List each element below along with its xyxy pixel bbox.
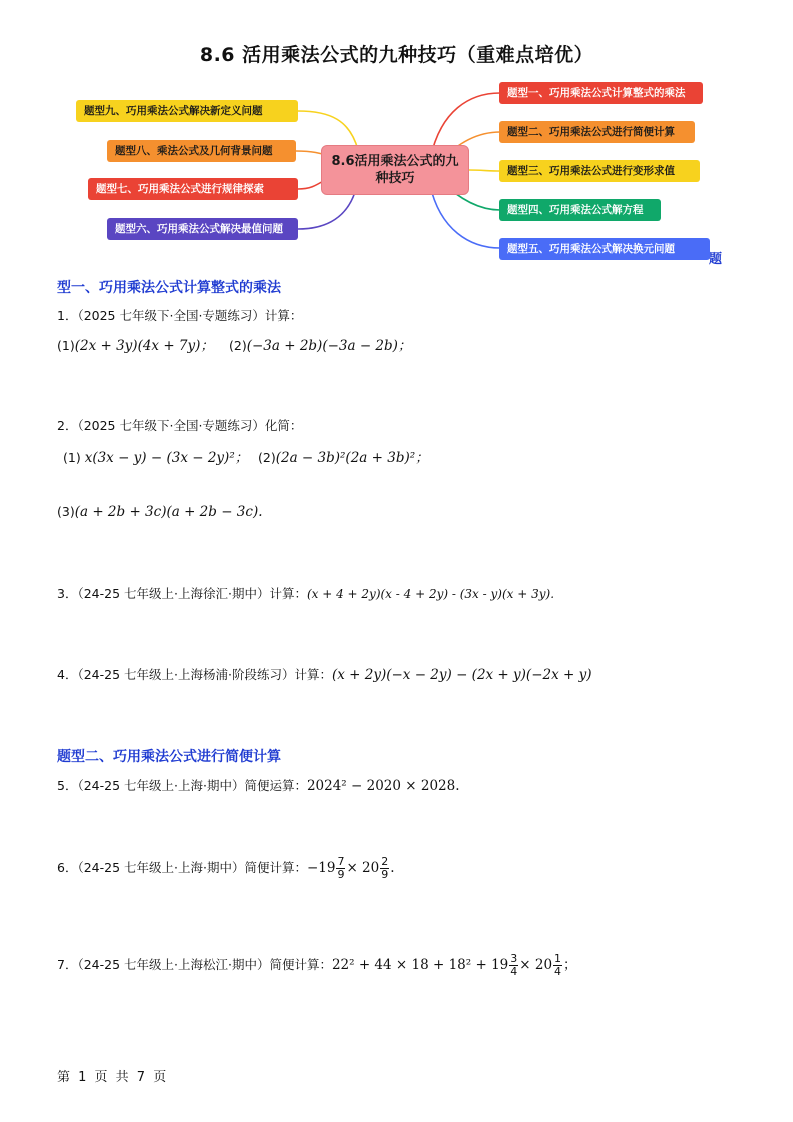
problem-2c-expr: (a + 2b + 3c)(a + 2b − 3c). — [74, 504, 263, 520]
problem-1a-label: (1) — [57, 338, 75, 353]
section-title-2: 题型二、巧用乘法公式进行简便计算 — [57, 749, 281, 765]
problem-7-expr-c: ； — [563, 957, 577, 973]
problem-7-expr-a: 22² + 44 × 18 + 18² + 19 — [331, 957, 509, 973]
fraction-denominator: 9 — [381, 868, 389, 881]
mindmap-overflow-text: 题 — [709, 252, 723, 267]
mindmap-node-type5: 题型五、巧用乘法公式解决换元问题 — [499, 238, 710, 260]
connector-right-3 — [469, 170, 500, 171]
mindmap-node-type1: 题型一、巧用乘法公式计算整式的乘法 — [499, 82, 703, 104]
problem-2a-expr: x(3x − y) − (3x − 2y)²； — [84, 450, 249, 466]
problem-7-fraction-2 — [553, 953, 562, 978]
mindmap-node-type6: 题型六、巧用乘法公式解决最值问题 — [107, 218, 298, 240]
problem-5-expr: 2024² − 2020 × 2028. — [306, 778, 460, 794]
fraction-numerator: 3 — [510, 952, 518, 965]
problem-6 — [57, 856, 395, 881]
problem-6-expr-b: × 20 — [346, 860, 380, 876]
mindmap-node-type9: 题型九、巧用乘法公式解决新定义问题 — [76, 100, 298, 122]
mindmap-node-type3: 题型三、巧用乘法公式进行变形求值 — [499, 160, 700, 182]
mindmap-node-type7: 题型七、巧用乘法公式进行规律探索 — [88, 178, 298, 200]
problem-5 — [57, 776, 460, 794]
mindmap-node-type4: 题型四、巧用乘法公式解方程 — [499, 199, 661, 221]
page-footer: 第 1 页 共 7 页 — [57, 1070, 169, 1085]
fraction-denominator: 9 — [337, 868, 345, 881]
problem-1-label: 1．（2025 七年级下·全国·专题练习）计算： — [57, 308, 303, 323]
problem-7-fraction-1 — [509, 953, 518, 978]
problem-2a-label: (1) — [63, 450, 81, 465]
mindmap-center-node — [321, 145, 469, 195]
problem-2b — [258, 446, 429, 466]
center-line-1: 8.6活用乘法公式的九 — [331, 154, 459, 169]
problem-1b — [229, 334, 411, 354]
problem-3-expr: (x + 4 + 2y)(x - 4 + 2y) - (3x - y)(x + 3y). — [306, 587, 555, 601]
problem-2-label: 2．（2025 七年级下·全国·专题练习）化简： — [57, 418, 303, 433]
problem-4-label: 4．（24-25 七年级上·上海杨浦·阶段练习）计算： — [57, 667, 332, 682]
problem-4-expr: (x + 2y)(−x − 2y) − (2x + y)(−2x + y) — [331, 667, 592, 683]
problem-2c — [57, 504, 263, 520]
problem-7-label: 7．（24-25 七年级上·上海松江·期中）简便计算： — [57, 957, 332, 972]
problem-1b-expr: (−3a + 2b)(−3a − 2b)； — [246, 338, 412, 354]
problem-3 — [57, 584, 554, 602]
problem-6-label: 6．（24-25 七年级上·上海·期中）简便计算： — [57, 860, 307, 875]
problem-6-fraction-1 — [336, 856, 345, 881]
problem-2a — [63, 446, 248, 466]
center-line-2: 种技巧 — [375, 171, 415, 186]
fraction-numerator: 1 — [554, 952, 562, 965]
problem-6-expr-a: −19 — [306, 860, 336, 876]
problem-4 — [57, 665, 592, 683]
problem-7-expr-b: × 20 — [519, 957, 553, 973]
problem-7 — [57, 953, 577, 978]
fraction-numerator: 2 — [381, 855, 389, 868]
fraction-denominator: 4 — [554, 965, 562, 978]
problem-5-label: 5．（24-25 七年级上·上海·期中）简便运算： — [57, 778, 307, 793]
fraction-denominator: 4 — [510, 965, 518, 978]
mindmap-node-type2: 题型二、巧用乘法公式进行简便计算 — [499, 121, 695, 143]
problem-1a-expr: (2x + 3y)(4x + 7y)； — [74, 338, 214, 354]
section-title-1: 型一、巧用乘法公式计算整式的乘法 — [57, 280, 281, 296]
connector-left-4 — [298, 192, 355, 229]
problem-2c-label: (3) — [57, 504, 75, 519]
problem-1a — [57, 334, 214, 354]
fraction-numerator: 7 — [337, 855, 345, 868]
page-title: 8.6 活用乘法公式的九种技巧（重难点培优） — [199, 44, 594, 66]
problem-2b-label: (2) — [258, 450, 276, 465]
problem-6-fraction-2 — [380, 856, 389, 881]
problem-1b-label: (2) — [229, 338, 247, 353]
problem-6-expr-c: . — [390, 860, 395, 876]
mindmap-node-type8: 题型八、乘法公式及几何背景问题 — [107, 140, 296, 162]
problem-2b-expr: (2a − 3b)²(2a + 3b)²； — [275, 450, 429, 466]
problem-3-label: 3．（24-25 七年级上·上海徐汇·期中）计算： — [57, 586, 307, 601]
